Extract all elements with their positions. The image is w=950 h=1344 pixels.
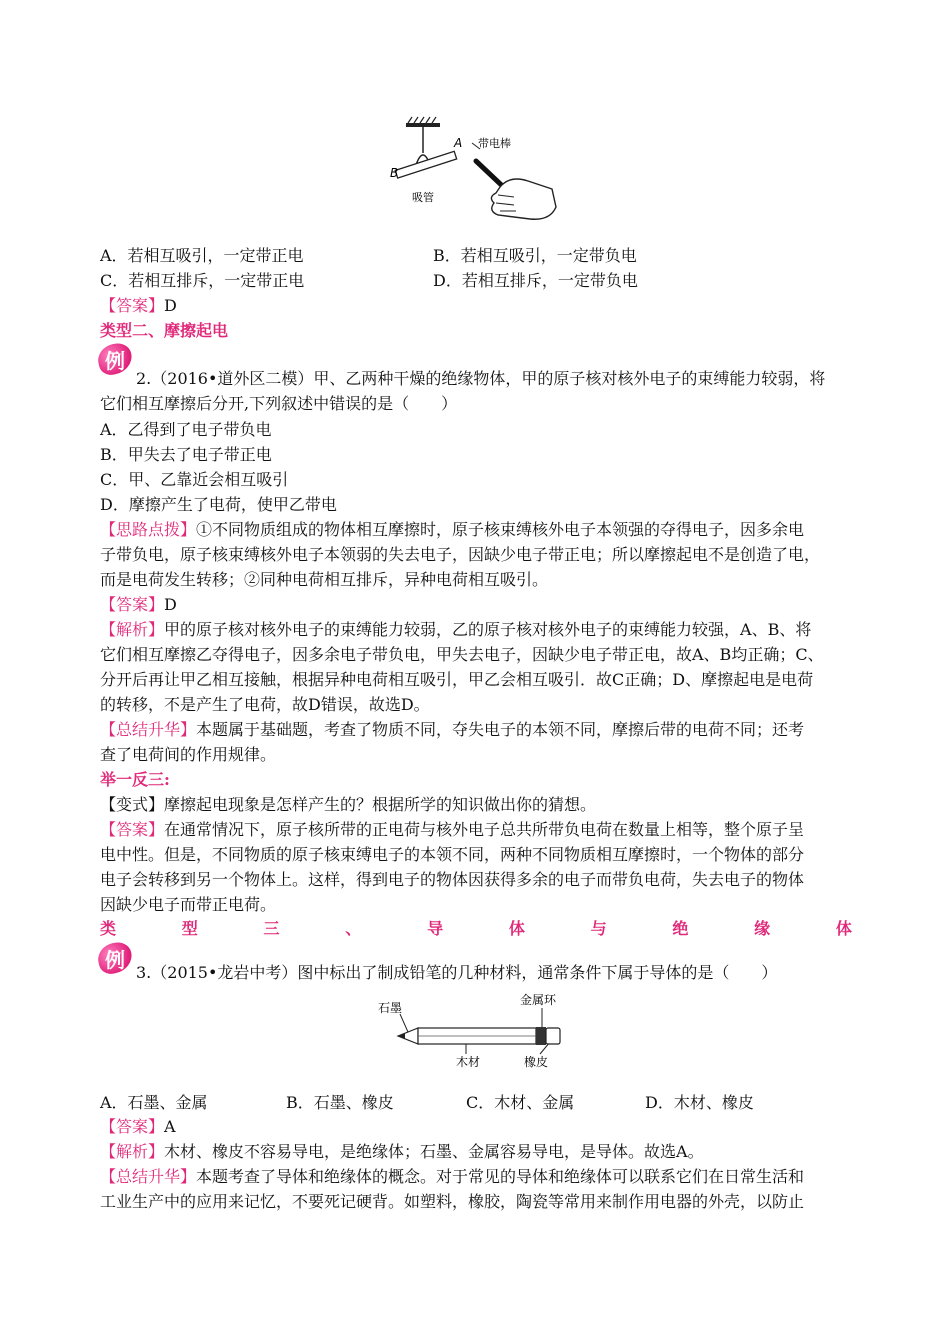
practice-answer-line2: 电中性。但是，不同物质的原子核束缚电子的本领不同，两种不同物质相互摩擦时，一个物体的部分 bbox=[100, 845, 805, 864]
q3-summary-line1: 【总结升华】本题考查了导体和绝缘体的概念。对于常见的导体和绝缘体可以联系它们在日常生活和 bbox=[100, 1167, 805, 1186]
q2-stem-line1: 2.（2016•道外区二模）甲、乙两种干燥的绝缘物体，甲的原子核对核外电子的束缚能力较弱，将 bbox=[136, 369, 826, 388]
label-b: B bbox=[390, 166, 399, 180]
q3-summary-line2: 工业生产中的应用来记忆，不要死记硬背。如塑料，橡胶，陶瓷等常用来制作用电器的外壳，以防止 bbox=[100, 1192, 805, 1211]
pencil-metal-ring bbox=[536, 1027, 546, 1045]
q2-analysis-line2: 它们相互摩擦乙夺得电子，因多余电子带负电，甲失去电子，因缺少电子带正电，故A、B均正确；C、 bbox=[100, 645, 824, 664]
q1-option-d: D．若相互排斥，一定带负电 bbox=[433, 271, 638, 290]
hand bbox=[491, 179, 556, 219]
q3-option-b: B．石墨、橡皮 bbox=[286, 1093, 394, 1112]
straw bbox=[395, 151, 456, 178]
example-badge-icon: 例 bbox=[98, 943, 132, 973]
practice-answer-line1: 【答案】在通常情况下，原子核所带的正电荷与核外电子总共所带负电荷在数量上相等，整个原子呈 bbox=[100, 820, 805, 839]
label-wood: 木材 bbox=[456, 1055, 481, 1069]
label-rubber: 橡皮 bbox=[524, 1055, 549, 1069]
q3-answer bbox=[100, 1114, 860, 1139]
summary-tag: 【总结升华】 bbox=[100, 720, 197, 739]
type3-heading: 类 型 三 、 导 体 与 绝 缘 体 bbox=[100, 919, 852, 938]
q2-analysis-line1: 【解析】甲的原子核对核外电子的束缚能力较弱，乙的原子核对核外电子的束缚能力较强，A、B、将 bbox=[100, 620, 812, 639]
q2-summary-line2: 查了电荷间的作用规律。 bbox=[100, 745, 277, 764]
practice-variant: 【变式】摩擦起电现象是怎样产生的？根据所学的知识做出你的猜想。 bbox=[100, 795, 597, 814]
answer-tag: 【答案】 bbox=[100, 595, 165, 614]
ceiling-mount bbox=[406, 123, 440, 127]
q2-summary-line1: 【总结升华】本题属于基础题，考查了物质不同，夺失电子的本领不同，摩擦后带的电荷不同；还考 bbox=[100, 720, 805, 739]
analysis-tag: 【解析】 bbox=[100, 620, 165, 639]
pencil-graphite bbox=[398, 1033, 405, 1039]
q2-analysis-line4: 的转移，不是产生了电荷，故D错误，故选D。 bbox=[100, 695, 430, 714]
q1-option-a: A．若相互吸引，一定带正电 bbox=[100, 246, 304, 265]
practice-answer-line3: 电子会转移到另一个物体上。这样，得到电子的物体因获得多余的电子而带负电荷，失去电子的物体 bbox=[100, 870, 805, 889]
q2-analysis-line3: 分开后再让甲乙相互接触，根据异种电荷相互吸引，甲乙会相互吸引．故C正确；D、摩擦起电是电荷 bbox=[100, 670, 814, 689]
label-straw: 吸管 bbox=[412, 191, 434, 204]
type2-heading: 类型二、摩擦起电 bbox=[100, 321, 229, 340]
q3-option-d: D．木材、橡皮 bbox=[645, 1093, 754, 1112]
q2-option-d: D．摩擦产生了电荷，使甲乙带电 bbox=[100, 495, 337, 514]
answer-value: D bbox=[164, 595, 177, 614]
q2-option-a: A．乙得到了电子带负电 bbox=[100, 420, 272, 439]
label-charged-rod: 带电棒 bbox=[478, 137, 511, 150]
q3-option-c: C．木材、金属 bbox=[466, 1093, 575, 1112]
q2-hint-line1: 【思路点拨】①不同物质组成的物体相互摩擦时，原子核束缚核外电子本领强的夺得电子，因多余电 bbox=[100, 520, 805, 539]
q1-option-b: B．若相互吸引，一定带负电 bbox=[433, 246, 637, 265]
q2-hint-line3: 而是电荷发生转移；②同种电荷相互排斥，异种电荷相互吸引。 bbox=[100, 570, 549, 589]
example-badge-icon: 例 bbox=[98, 344, 132, 374]
answer-value: D bbox=[164, 296, 177, 315]
practice-heading: 举一反三: bbox=[100, 770, 170, 789]
q3-analysis: 【解析】木材、橡皮不容易导电，是绝缘体；石墨、金属容易导电，是导体。故选A。 bbox=[100, 1142, 704, 1161]
label-graphite: 石墨 bbox=[378, 1001, 403, 1015]
label-a: A bbox=[454, 136, 463, 150]
q3-option-a: A．石墨、金属 bbox=[100, 1093, 208, 1112]
q2-option-b: B．甲失去了电子带正电 bbox=[100, 445, 272, 464]
pencil-rubber bbox=[546, 1028, 560, 1044]
q2-hint-line2: 子带负电，原子核束缚核外电子本领弱的失去电子，因缺少电子带正电；所以摩擦起电不是创造了电， bbox=[100, 545, 821, 564]
answer-tag: 【答案】 bbox=[100, 1117, 165, 1136]
q3-stem: 3.（2015•龙岩中考）图中标出了制成铅笔的几种材料，通常条件下属于导体的是（ ） bbox=[136, 963, 778, 982]
answer-tag: 【答案】 bbox=[100, 820, 165, 839]
q2-option-c: C．甲、乙靠近会相互吸引 bbox=[100, 470, 289, 489]
pointer-graphite bbox=[400, 1014, 408, 1032]
ceiling-hatch bbox=[408, 117, 436, 123]
variant-tag: 【变式】 bbox=[100, 795, 165, 814]
figure-pencil bbox=[370, 990, 580, 1072]
summary-tag: 【总结升华】 bbox=[100, 1167, 197, 1186]
q2-answer bbox=[100, 592, 860, 617]
hint-tag: 【思路点拨】 bbox=[100, 520, 197, 539]
answer-value: A bbox=[164, 1117, 176, 1136]
q1-answer bbox=[100, 293, 860, 318]
practice-answer-line4: 因缺少电子而带正电荷。 bbox=[100, 895, 277, 914]
figure-straw-rod bbox=[380, 115, 560, 230]
q1-option-c: C．若相互排斥，一定带正电 bbox=[100, 271, 305, 290]
analysis-tag: 【解析】 bbox=[100, 1142, 165, 1161]
label-metal-ring: 金属环 bbox=[520, 993, 557, 1007]
q2-stem-line2: 它们相互摩擦后分开,下列叙述中错误的是（ ） bbox=[100, 394, 458, 413]
answer-tag: 【答案】 bbox=[100, 296, 165, 315]
